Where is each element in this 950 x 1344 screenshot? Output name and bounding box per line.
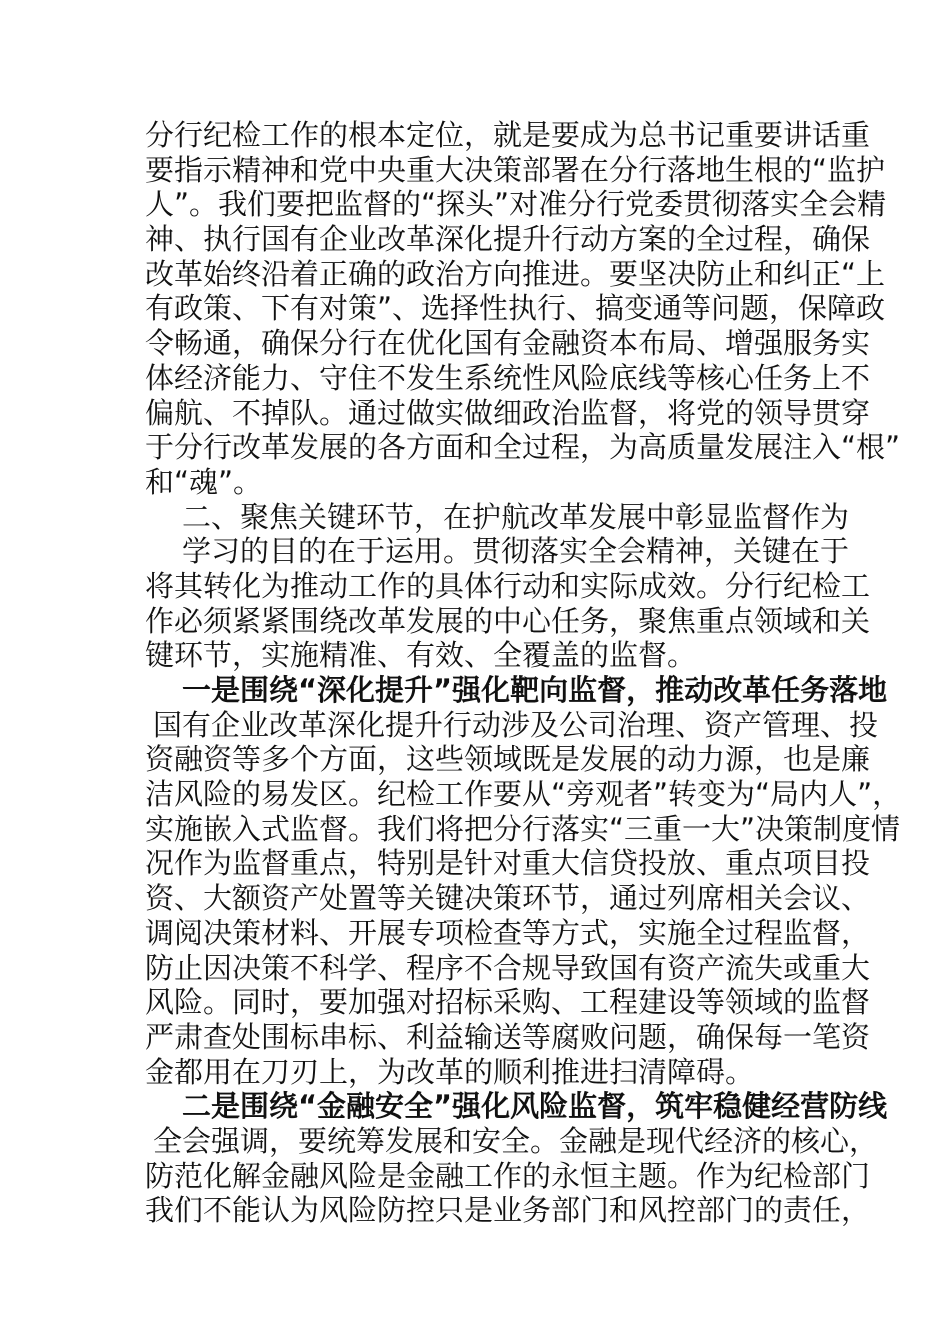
text-line: 风险。同时，要加强对招标采购、工程建设等领域的监督 [145, 985, 871, 1020]
text-line: 改革始终沿着正确的政治方向推进。要坚决防止和纠正“上 [145, 256, 886, 291]
subheading: 二是围绕“金融安全”强化风险监督，筑牢稳健经营防线 [182, 1089, 888, 1124]
subheading: 一是围绕“深化提升”强化靶向监督，推动改革任务落地 [182, 673, 888, 707]
text-line: 分行纪检工作的根本定位，就是要成为总书记重要讲话重 [145, 118, 871, 152]
text-line: 防止因决策不科学、程序不合规导致国有资产流失或重大 [145, 950, 871, 985]
text-line: 将其转化为推动工作的具体行动和实际成效。分行纪检工 [145, 568, 871, 603]
text-line: 洁风险的易发区。纪检工作要从“旁观者”转变为“局内人”， [145, 777, 902, 812]
text-line: 令畅通，确保分行在优化国有金融资本布局、增强服务实 [145, 326, 871, 361]
text-line: 资、大额资产处置等关键决策环节，通过列席相关会议、 [145, 881, 871, 916]
text-line: 金都用在刀刃上，为改革的顺利推进扫清障碍。 [145, 1054, 755, 1089]
text-line: 键环节，实施精准、有效、全覆盖的监督。 [145, 638, 697, 673]
text-line: 于分行改革发展的各方面和全过程，为高质量发展注入“根” [145, 430, 901, 465]
text-line: 神、执行国有企业改革深化提升行动方案的全过程，确保 [145, 222, 871, 257]
text-line: 作必须紧紧围绕改革发展的中心任务，聚焦重点领域和关 [145, 603, 871, 638]
text-line: 有政策、下有对策”、选择性执行、搞变通等问题，保障政 [145, 291, 886, 326]
text-line: 人”。我们要把监督的“探头”对准分行党委贯彻落实全会精 [145, 187, 887, 222]
text-line: 况作为监督重点，特别是针对重大信贷投放、重点项目投 [145, 846, 871, 881]
text-line: 偏航、不掉队。通过做实做细政治监督，将党的领导贯穿 [145, 395, 871, 430]
text-line: 实施嵌入式监督。我们将把分行落实“三重一大”决策制度情 [145, 811, 901, 846]
text-line: 和“魂”。 [145, 464, 263, 499]
text-line: 学习的目的在于运用。贯彻落实全会精神，关键在于 [182, 534, 850, 569]
text-line: 严肃查处围标串标、利益输送等腐败问题，确保每一笔资 [145, 1019, 871, 1054]
section-heading: 二、聚焦关键环节，在护航改革发展中彰显监督作为 [182, 499, 850, 534]
text-line: 国有企业改革深化提升行动涉及公司治理、资产管理、投 [153, 707, 879, 742]
text-line: 调阅决策材料、开展专项检查等方式，实施全过程监督， [145, 915, 871, 950]
text-line: 要指示精神和党中央重大决策部署在分行落地生根的“监护 [145, 152, 886, 187]
text-line: 全会强调，要统筹发展和安全。金融是现代经济的核心， [153, 1123, 879, 1158]
text-line: 我们不能认为风险防控只是业务部门和风控部门的责任， [145, 1193, 871, 1228]
text-line: 资融资等多个方面，这些领域既是发展的动力源，也是廉 [145, 742, 871, 777]
text-line: 体经济能力、守住不发生系统性风险底线等核心任务上不 [145, 360, 871, 395]
document-body [145, 118, 902, 1228]
text-line: 防范化解金融风险是金融工作的永恒主题。作为纪检部门 [145, 1158, 871, 1193]
